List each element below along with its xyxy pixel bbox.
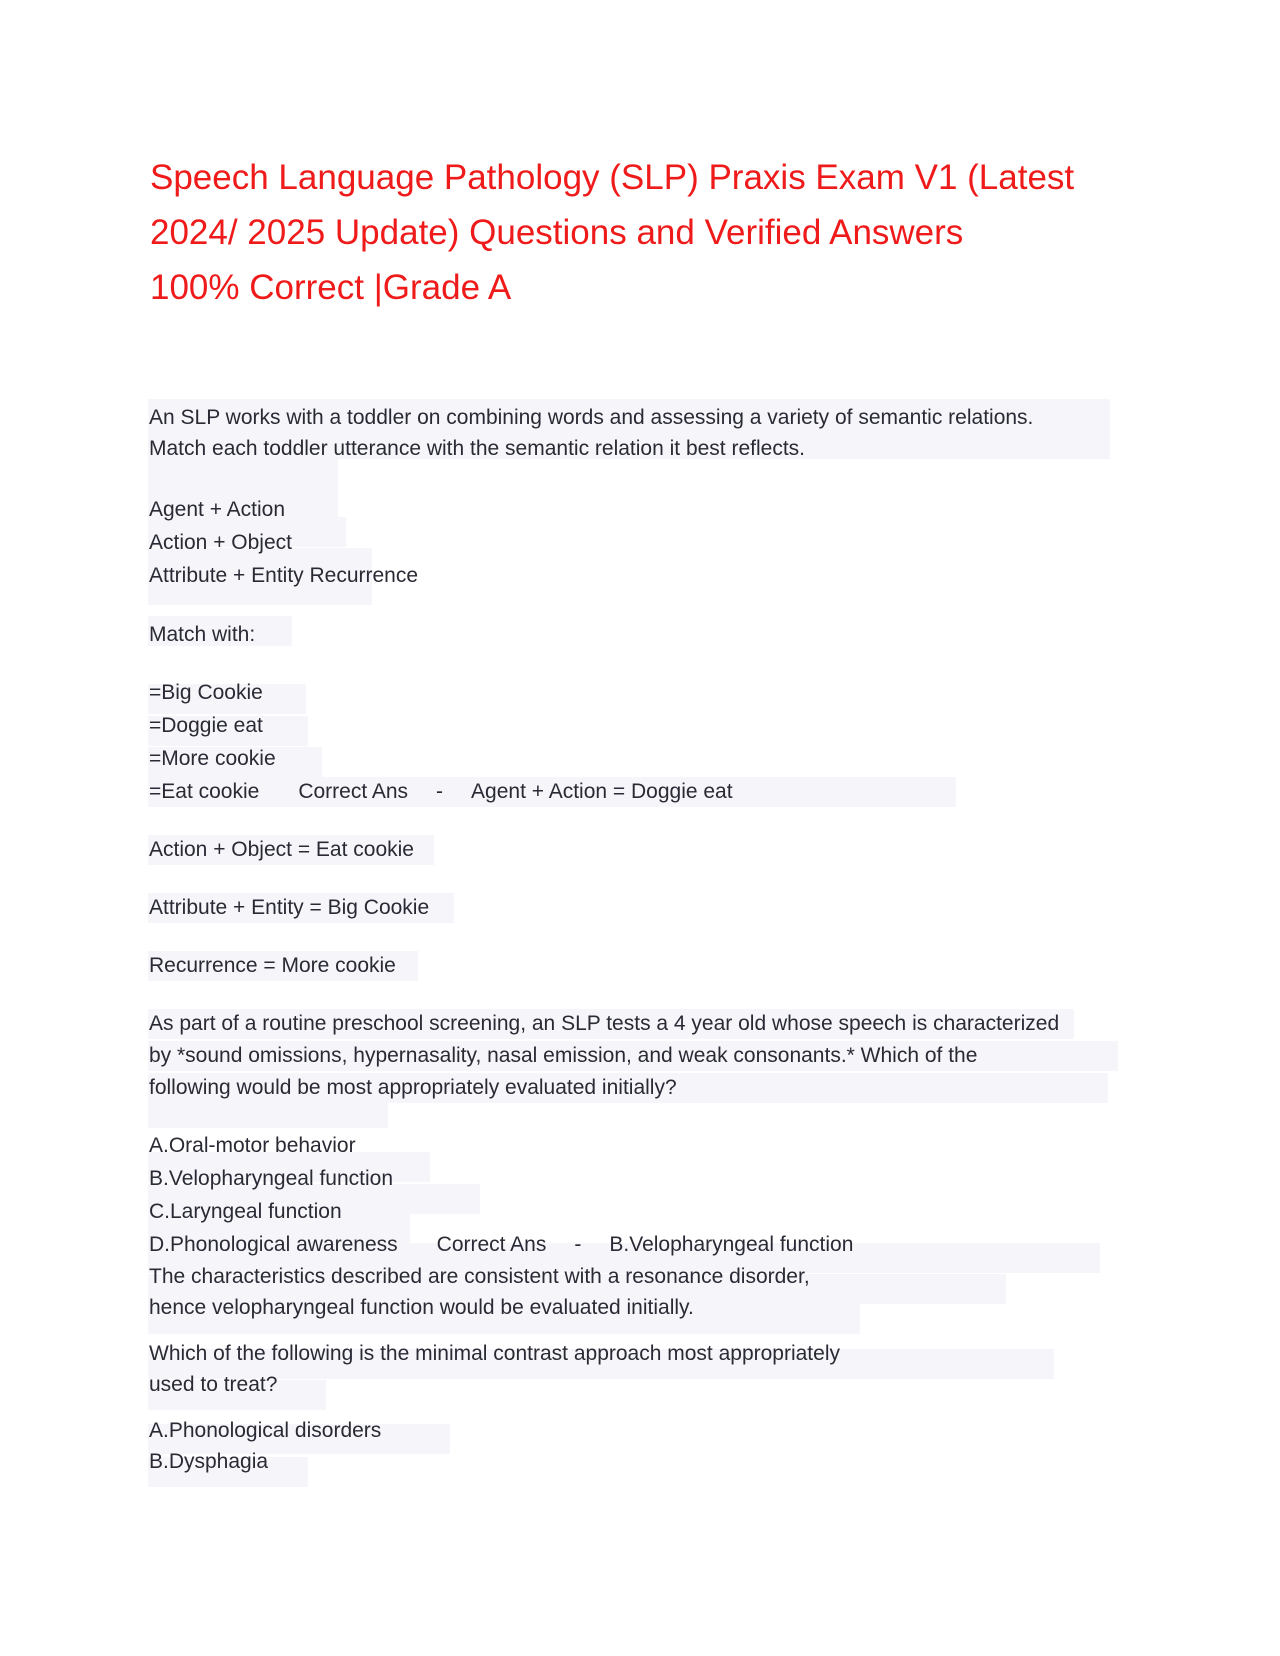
correct-ans-label: Correct Ans	[436, 1233, 547, 1256]
q2-explanation-line-1: The characteristics described are consistent with a resonance disorder,	[149, 1265, 810, 1288]
q1-option: Agent + Action	[149, 498, 286, 521]
q2-option: B.Velopharyngeal function	[149, 1167, 394, 1190]
q2-prompt-line-1: As part of a routine preschool screening, an SLP tests a 4 year old whose speech is characterized	[149, 1012, 1060, 1035]
q1-match-item: =Big Cookie	[149, 681, 263, 704]
q1-answer-detail: Recurrence = More cookie	[149, 954, 396, 977]
q1-match-item: =More cookie	[149, 747, 276, 770]
answer-dash: -	[436, 780, 444, 803]
q2-option: C.Laryngeal function	[149, 1200, 342, 1223]
q3-option: A.Phonological disorders	[149, 1419, 382, 1442]
q1-prompt-line-2: Match each toddler utterance with the semantic relation it best reflects.	[149, 437, 805, 460]
q1-prompt-line-1: An SLP works with a toddler on combining words and assessing a variety of semantic relations.	[149, 406, 1034, 429]
q2-prompt-line-2: by *sound omissions, hypernasality, nasal emission, and weak consonants.* Which of the	[149, 1044, 978, 1067]
q1-option: Attribute + Entity Recurrence	[149, 564, 419, 587]
q1-option: Action + Object	[149, 531, 292, 554]
title-line-3: 100% Correct |Grade A	[150, 268, 512, 307]
q2-explanation-line-2: hence velopharyngeal function would be evaluated initially.	[149, 1296, 694, 1319]
q1-answer-detail: Attribute + Entity = Big Cookie	[149, 896, 430, 919]
q3-prompt-line-2: used to treat?	[149, 1373, 278, 1396]
q1-answer: Agent + Action = Doggie eat	[471, 780, 733, 803]
q2-answer-line	[149, 1230, 853, 1260]
title-line-2: 2024/ 2025 Update) Questions and Verified Answers	[150, 213, 964, 252]
q1-answer-line	[149, 777, 733, 807]
q1-match-item: =Eat cookie	[149, 780, 260, 803]
document-title	[150, 150, 1150, 315]
q1-answer-detail: Action + Object = Eat cookie	[149, 838, 414, 861]
q1-match-item: =Doggie eat	[149, 714, 263, 737]
q1-match-label: Match with:	[149, 623, 256, 646]
answer-dash: -	[574, 1233, 582, 1256]
q2-option: A.Oral-motor behavior	[149, 1134, 356, 1157]
title-line-1: Speech Language Pathology (SLP) Praxis Exam V1 (Latest	[150, 158, 1075, 197]
q3-prompt-line-1: Which of the following is the minimal contrast approach most appropriately	[149, 1342, 840, 1365]
q2-option: D.Phonological awareness	[149, 1233, 398, 1256]
correct-ans-label: Correct Ans	[298, 780, 409, 803]
q2-answer: B.Velopharyngeal function	[609, 1233, 854, 1256]
q3-option: B.Dysphagia	[149, 1450, 269, 1473]
q2-prompt-line-3: following would be most appropriately evaluated initially?	[149, 1076, 677, 1099]
